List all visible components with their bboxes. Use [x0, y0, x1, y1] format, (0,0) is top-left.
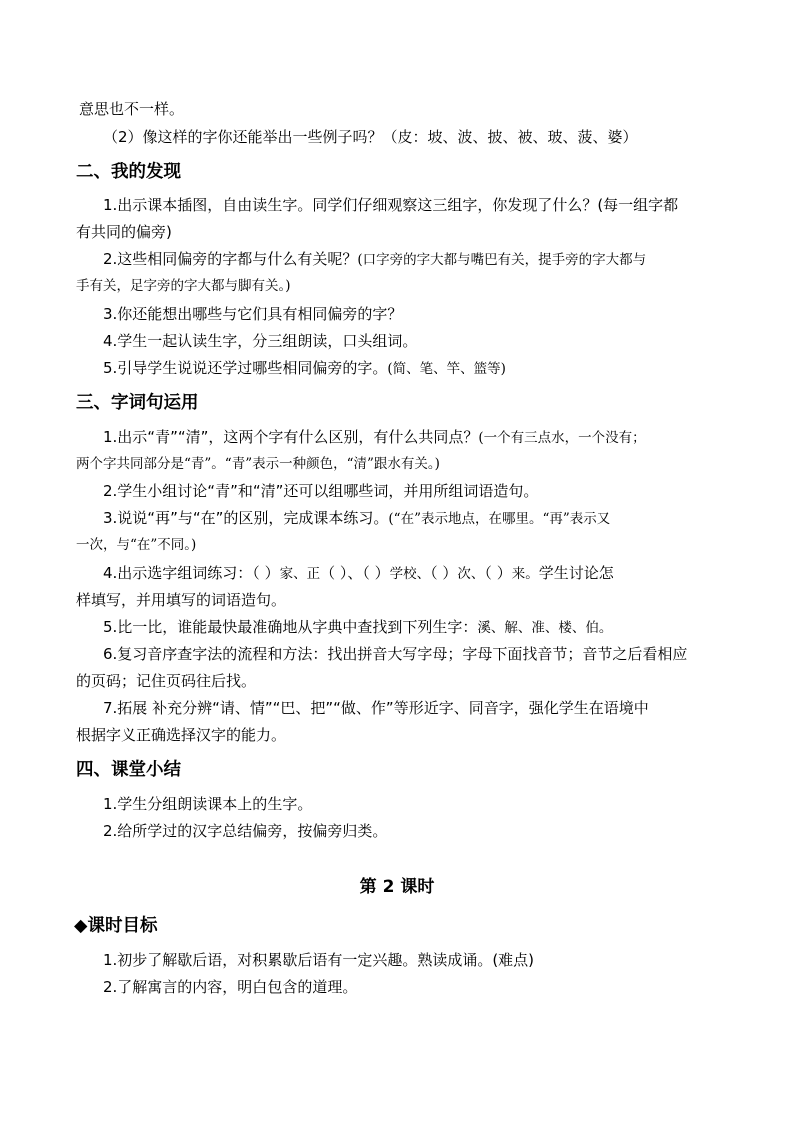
discovery-item-1a: 1.出示课本插图，自由读生字。同学们仔细观察这三组字，你发现了什么？(每一组字都 [103, 196, 679, 214]
discovery-item-2-text: 2.这些相同偏旁的字都与什么有关呢？ [103, 250, 358, 268]
words-item-1b: 两个字共同部分是“青”。“青”表示一种颜色，“清”跟水有关。) [76, 456, 440, 472]
words-item-4-text-1: 4.出示选字组词练习：（ ） [103, 564, 280, 582]
section-heading-discovery: 二、我的发现 [76, 162, 181, 182]
words-item-5 [103, 617, 612, 638]
goal-item-2: 2.了解寓言的内容，明白包含的道理。 [103, 978, 358, 996]
words-item-4b: 样填写，并用填写的词语造句。 [76, 591, 287, 609]
intro-line-1: 意思也不一样。 [79, 100, 185, 118]
words-item-5-text: 5.比一比，谁能最快最准确地从字典中查找到下列生字： [103, 618, 478, 636]
words-item-6a: 6.复习音序查字法的流程和方法：找出拼音大写字母；字母下面找音节；音节之后看相应 [103, 645, 688, 663]
words-item-4-note-1: 家、正 [279, 566, 321, 582]
words-item-4-note-4: 来。 [511, 566, 539, 582]
lesson-goals-heading: ◆课时目标 [74, 916, 158, 936]
words-item-6b: 的页码；记住页码往后找。 [76, 672, 257, 690]
words-item-2: 2.学生小组讨论“青”和“清”还可以组哪些词，并用所组词语造句。 [103, 482, 539, 500]
words-item-4-text-3: （ ） [430, 564, 458, 582]
words-item-3-note: (“在”表示地点，在哪里。“再”表示又 [388, 511, 611, 527]
words-item-1-text: 1.出示“青”“清”，这两个字有什么区别，有什么共同点？ [103, 428, 479, 446]
words-item-5-note: 溪、解、准、楼、伯。 [477, 620, 613, 636]
discovery-item-1b: 有共同的偏旁) [76, 223, 172, 241]
discovery-item-2b: 手有关，足字旁的字大都与脚有关。) [76, 278, 291, 294]
discovery-item-5 [103, 358, 506, 379]
lesson-2-title: 第 2 课时 [359, 877, 435, 897]
words-item-4-note-2: 学校、 [389, 566, 431, 582]
words-item-4-text-4: （ ） [484, 564, 512, 582]
words-item-3-text: 3.说说“再”与“在”的区别，完成课本练习。 [103, 509, 389, 527]
words-item-4a [103, 563, 614, 584]
discovery-item-5-note: (简、笔、竿、篮等) [387, 361, 506, 377]
discovery-item-2a [103, 249, 646, 270]
discovery-item-4: 4.学生一起认读生字，分三组朗读，口头组词。 [103, 332, 418, 350]
goal-item-1: 1.初步了解歇后语，对积累歇后语有一定兴趣。熟读成诵。(难点) [103, 951, 535, 969]
discovery-item-2-note: (口字旁的字大都与嘴巴有关，提手旁的字大都与 [357, 252, 647, 268]
intro-line-2: （2）像这样的字你还能举出一些例子吗？（皮：坡、波、披、被、玻、菠、婆） [103, 128, 638, 146]
discovery-item-5-text: 5.引导学生说说还学过哪些相同偏旁的字。 [103, 359, 388, 377]
words-item-1a [103, 427, 646, 448]
summary-item-1: 1.学生分组朗读课本上的生字。 [103, 795, 313, 813]
words-item-1-note: (一个有三点水，一个没有； [478, 430, 646, 446]
words-item-3b: 一次，与“在”不同。) [76, 537, 197, 553]
section-heading-summary: 四、课堂小结 [76, 760, 181, 780]
words-item-3a [103, 508, 610, 529]
words-item-4-text-5: 学生讨论怎 [538, 564, 614, 582]
words-item-4-text-2: （ ）、（ ） [320, 564, 390, 582]
discovery-item-3: 3.你还能想出哪些与它们具有相同偏旁的字？ [103, 305, 403, 323]
summary-item-2: 2.给所学过的汉字总结偏旁，按偏旁归类。 [103, 822, 388, 840]
words-item-7a: 7.拓展 补充分辨“请、情”“巴、把”“做、作”等形近字、同音字，强化学生在语境中 [103, 699, 649, 717]
words-item-7b: 根据字义正确选择汉字的能力。 [76, 726, 287, 744]
section-heading-words: 三、字词句运用 [76, 393, 199, 413]
words-item-4-note-3: 次、 [457, 566, 485, 582]
